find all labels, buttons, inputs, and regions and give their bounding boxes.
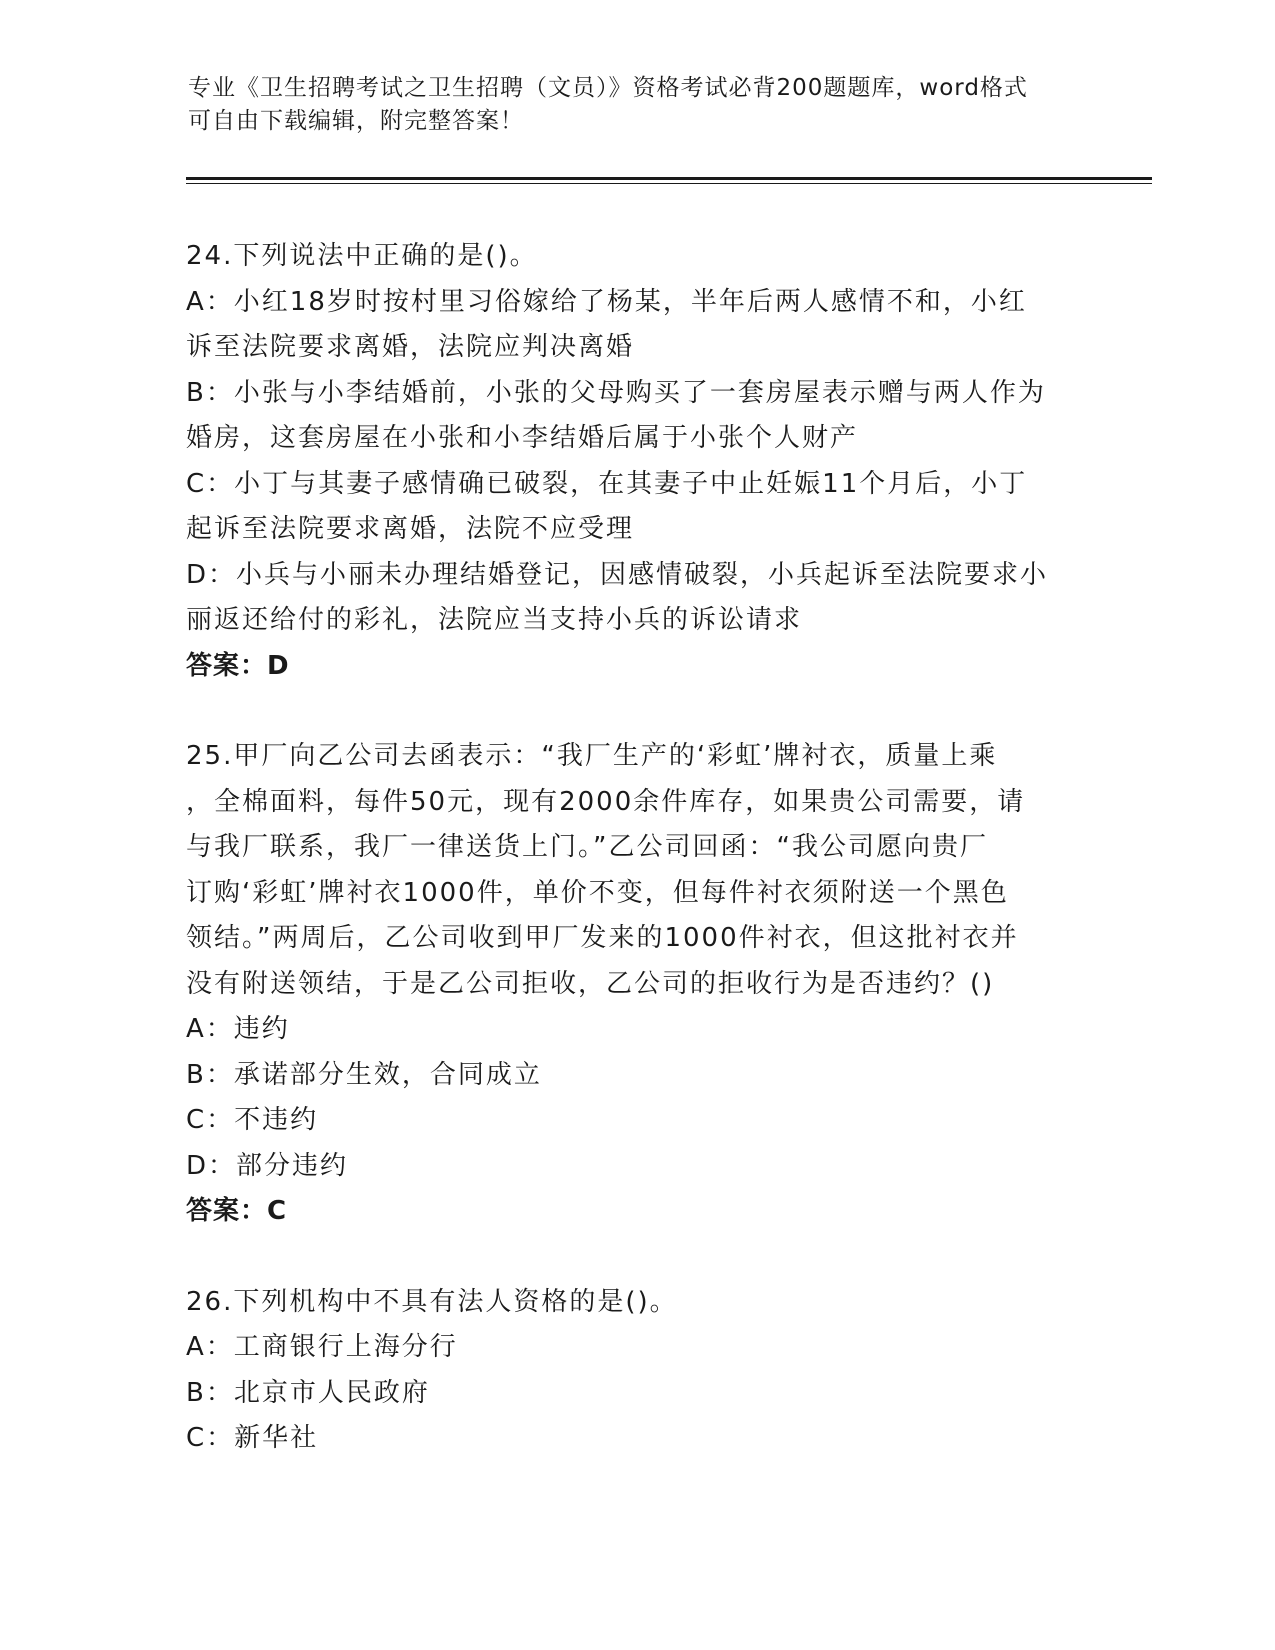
option-c: C：不违约	[186, 1105, 319, 1135]
option-c: C：新华社	[186, 1423, 319, 1453]
option-a: A：工商银行上海分行	[186, 1332, 458, 1362]
header-rule-thick	[186, 177, 1152, 180]
question-stem: 26.下列机构中不具有法人资格的是()。	[186, 1286, 678, 1317]
option-d: D：小兵与小丽未办理结婚登记，因感情破裂，小兵起诉至法院要求小 丽返还给付的彩礼，法院应当支持小兵的诉讼请求	[186, 559, 1049, 635]
header-rule-thin	[186, 183, 1152, 184]
option-b: B：小张与小李结婚前，小张的父母购买了一套房屋表示赠与两人作为 婚房，这套房屋在小张和小李结婚后属于小张个人财产	[186, 377, 1046, 453]
page-header	[188, 72, 1068, 138]
question-25	[186, 734, 1086, 1235]
question-stem: 25.甲厂向乙公司去函表示：“我厂生产的‘彩虹’牌衬衣，质量上乘 ，全棉面料，每件50元，现有2000余件库存，如果贵公司需要，请 与我厂联系，我厂一律送货上门。”乙公司回函：“我公司愿向贵厂 订购‘彩虹’牌衬衣1000件，单价不变，但每件衬衣须附送一个黑色 领结。”两周后，乙公司收到甲厂发来的1000件衬衣，但这批衬衣并 没有附送领结，于是乙公司拒收，乙公司的拒收行为是否违约？()	[186, 741, 1026, 999]
option-b: B：北京市人民政府	[186, 1377, 430, 1408]
header-line-2: 可自由下载编辑，附完整答案！	[188, 108, 524, 134]
option-a: A：违约	[186, 1014, 290, 1044]
answer-label: 答案：C	[186, 1196, 288, 1226]
question-26	[186, 1280, 1086, 1462]
question-spacer	[186, 1235, 1086, 1280]
question-list	[186, 234, 1086, 1462]
answer-label: 答案：D	[186, 650, 290, 681]
option-c: C：小丁与其妻子感情确已破裂，在其妻子中止妊娠11个月后，小丁 起诉至法院要求离婚，法院不应受理	[186, 468, 1028, 544]
option-a: A：小红18岁时按村里习俗嫁给了杨某，半年后两人感情不和，小红 诉至法院要求离婚，法院应判决离婚	[186, 286, 1027, 362]
option-b: B：承诺部分生效，合同成立	[186, 1059, 542, 1090]
question-spacer	[186, 689, 1086, 734]
header-line-1: 专业《卫生招聘考试之卫生招聘（文员）》资格考试必背200题题库，word格式	[188, 75, 1028, 101]
option-d: D：部分违约	[186, 1150, 349, 1181]
question-stem: 24.下列说法中正确的是()。	[186, 241, 538, 271]
question-24	[186, 234, 1086, 689]
